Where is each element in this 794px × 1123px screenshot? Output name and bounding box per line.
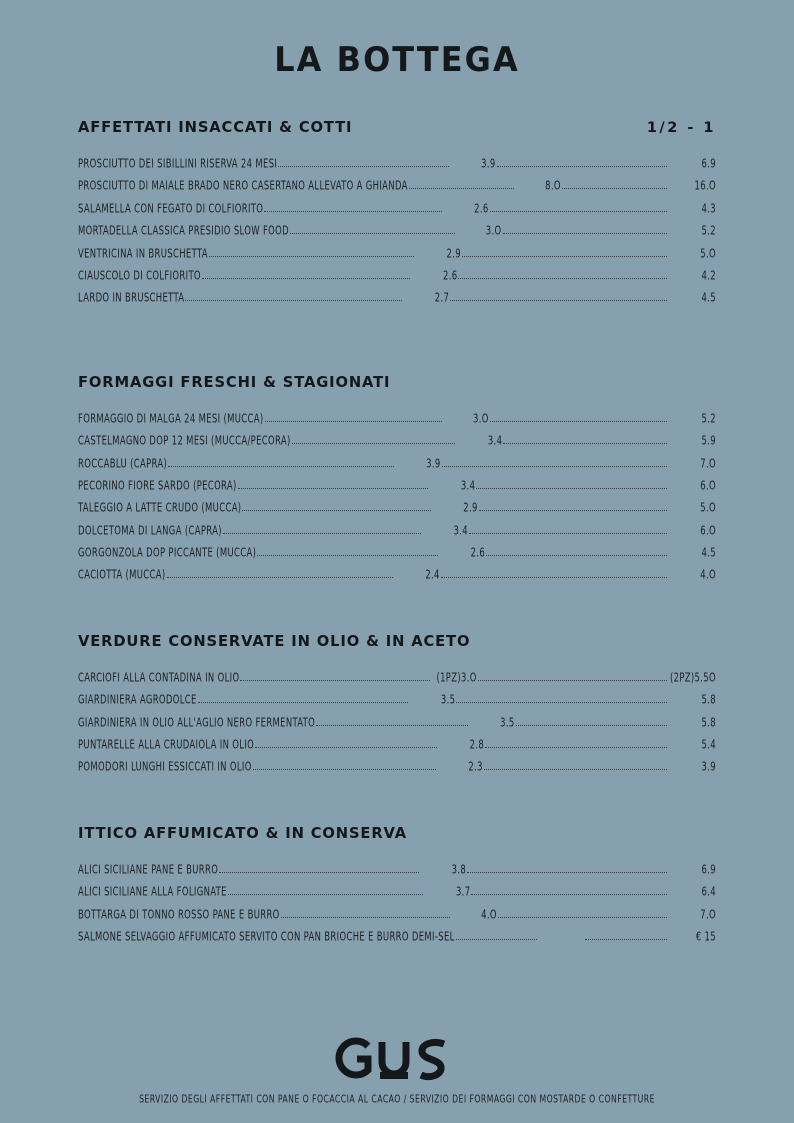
menu-item-price-full: € 15 [695, 930, 716, 945]
menu-item-name: GORGONZOLA DOP PICCANTE (MUCCA) [78, 546, 257, 561]
dot-leader [562, 187, 667, 189]
dot-leader [442, 465, 667, 467]
dot-leader [209, 255, 414, 257]
menu-item-price-half: 2.9 [463, 501, 478, 516]
menu-item-price-half: 2.8 [469, 738, 485, 753]
menu-item-price-half: (1PZ)3.O [436, 671, 477, 686]
menu-item-name: DOLCETOMA DI LANGA (CAPRA) [78, 523, 222, 539]
menu-item-price-full: 5.4 [701, 738, 716, 753]
dot-leader [198, 701, 409, 703]
dot-leader [290, 232, 455, 234]
section-spacer [78, 786, 716, 820]
menu-item-name: GIARDINIERA AGRODOLCE [78, 693, 197, 708]
dot-leader [469, 532, 667, 534]
menu-item-name: POMODORI LUNGHI ESSICCATI IN OLIO [78, 760, 252, 776]
menu-item-price-half: 2.6 [443, 269, 458, 284]
dot-leader [458, 277, 667, 279]
section-items [78, 671, 717, 786]
menu-section [78, 118, 716, 369]
menu-item-price-half: 2.3 [468, 760, 483, 776]
menu-item-price-half: 2.6 [474, 201, 489, 217]
dot-leader [441, 576, 667, 578]
page-title: LA BOTTEGA [274, 40, 520, 80]
menu-item-price-full: 5.O [700, 501, 717, 516]
dot-leader [503, 232, 668, 234]
menu-section [78, 373, 716, 628]
menu-item-price-half: 2.6 [470, 546, 486, 561]
menu-item-price-full: 7.O [700, 456, 716, 472]
dot-leader [456, 701, 667, 703]
menu-item-name: ALICI SICILIANE PANE E BURRO [78, 862, 219, 878]
section-spacer [78, 955, 716, 989]
dot-leader [238, 487, 429, 489]
section-header [78, 118, 716, 136]
menu-item-name: CARCIOFI ALLA CONTADINA IN OLIO [78, 671, 240, 686]
section-title: ITTICO AFFUMICATO & IN CONSERVA [78, 823, 408, 842]
menu-item-price-full: 5.8 [701, 715, 717, 731]
dot-leader [456, 938, 538, 940]
section-price-columns: 1/2 - 1 [646, 120, 716, 136]
dot-leader [264, 210, 441, 212]
dot-leader [467, 871, 667, 873]
menu-section [78, 632, 716, 820]
dot-leader [516, 724, 667, 726]
menu-item-price-half: 8.O [545, 179, 561, 195]
dot-leader [409, 187, 514, 189]
section-items [78, 411, 717, 594]
dot-leader [585, 938, 667, 940]
dot-leader [490, 210, 667, 212]
dot-leader [257, 554, 438, 556]
dot-leader [228, 893, 424, 895]
menu-item-price-full: 6.O [700, 523, 716, 539]
menu-item-row [78, 930, 716, 955]
dot-leader [240, 679, 429, 681]
dot-leader [292, 442, 456, 444]
menu-item-name: FORMAGGIO DI MALGA 24 MESI (MUCCA) [78, 411, 264, 427]
menu-item-name: PUNTARELLE ALLA CRUDAIOLA IN OLIO [78, 738, 255, 753]
menu-item-price-half: 3.9 [481, 157, 496, 172]
menu-item-name: SALMONE SELVAGGIO AFFUMICATO SERVITO CON PAN BRIOCHE E BURRO DEMI-SEL [78, 930, 455, 945]
dot-leader [450, 299, 667, 301]
menu-item-name: CIAUSCOLO DI COLFIORITO [78, 269, 201, 284]
menu-item-price-half: 3.4 [453, 523, 468, 539]
menu-item-name: TALEGGIO A LATTE CRUDO (MUCCA) [78, 501, 242, 516]
menu-item-name: ROCCABLU (CAPRA) [78, 456, 168, 472]
menu-item-price-full: 4.3 [701, 201, 716, 217]
dot-leader [223, 532, 421, 534]
menu-item-price-half: 3.9 [426, 456, 441, 472]
dot-leader [185, 299, 402, 301]
menu-item-price-half: 3.7 [455, 885, 471, 900]
menu-item-name: SALAMELLA CON FEGATO DI COLFIORITO [78, 201, 264, 217]
menu-item-row [78, 568, 716, 593]
menu-section [78, 824, 716, 990]
menu-item-name: PECORINO FIORE SARDO (PECORA) [78, 479, 237, 494]
menu-item-price-half: 3.5 [500, 715, 515, 731]
menu-item-price-full: 5.9 [701, 434, 716, 449]
dot-leader [471, 893, 667, 895]
menu-item-name: MORTADELLA CLASSICA PRESIDIO SLOW FOOD [78, 224, 289, 239]
menu-item-name: ALICI SICILIANE ALLA FOLIGNATE [78, 885, 227, 900]
dot-leader [281, 916, 450, 918]
menu-item-price-full: 4.5 [701, 546, 716, 561]
section-spacer [78, 594, 716, 628]
dot-leader [253, 768, 436, 770]
dot-leader [242, 509, 430, 511]
menu-item-name: PROSCIUTTO DEI SIBILLINI RISERVA 24 MESI [78, 157, 278, 172]
dot-leader [202, 277, 411, 279]
section-title: AFFETTATI INSACCATI & COTTI [78, 118, 353, 136]
section-title: VERDURE CONSERVATE IN OLIO & IN ACETO [78, 631, 471, 650]
menu-item-price-half: 2.4 [425, 568, 440, 584]
section-title: FORMAGGI FRESCHI & STAGIONATI [78, 372, 391, 391]
menu-item-name: LARDO IN BRUSCHETTA [78, 291, 185, 307]
menu-item-price-full: 4.5 [701, 291, 717, 307]
dot-leader [485, 746, 667, 748]
menu-item-price-half: 3.4 [460, 479, 476, 494]
menu-item-price-full: 5.8 [701, 693, 716, 708]
section-items [78, 157, 717, 317]
dot-leader [478, 679, 667, 681]
menu-item-price-half: 3.5 [440, 693, 456, 708]
menu-item-price-full: 6.O [700, 479, 716, 494]
section-spacer [78, 317, 716, 369]
menu-item-price-full: 4.O [700, 568, 716, 584]
section-header [78, 373, 716, 391]
section-header [78, 824, 716, 842]
page-footer [0, 1034, 794, 1105]
dot-leader [219, 871, 419, 873]
gus-logo-mark [332, 1034, 462, 1082]
dot-leader [316, 724, 467, 726]
menu-item-price-full: 4.2 [701, 269, 716, 284]
menu-item-price-half: 3.8 [451, 862, 467, 878]
dot-leader [167, 576, 393, 578]
menu-item-name: VENTRICINA IN BRUSCHETTA [78, 246, 208, 262]
menu-item-price-full: 6.4 [701, 885, 717, 900]
menu-item-row [78, 760, 717, 785]
dot-leader [255, 746, 437, 748]
menu-item-price-full: 3.9 [701, 760, 717, 776]
menu-item-price-full: 5.O [700, 246, 717, 262]
menu-item-row [78, 434, 716, 459]
dot-leader [490, 420, 667, 422]
section-items [78, 862, 717, 956]
section-header [78, 632, 716, 650]
menu-item-price-half: 4.O [481, 907, 497, 923]
menu-item-name: CASTELMAGNO DOP 12 MESI (MUCCA/PECORA) [78, 434, 291, 449]
menu-item-price-full: 5.2 [701, 411, 717, 427]
menu-item-name: GIARDINIERA IN OLIO ALL'AGLIO NERO FERMENTATO [78, 715, 316, 731]
menu-item-price-full: 16.O [694, 179, 716, 195]
menu-item-price-full: 6.9 [701, 157, 716, 172]
dot-leader [476, 487, 667, 489]
menu-item-price-full: 7.O [700, 907, 717, 923]
footer-note: SERVIZIO DEGLI AFFETTATI CON PANE O FOCACCIA AL CACAO / SERVIZIO DEI FORMAGGI CON MOSTARDE O CONFETTURE [139, 1093, 655, 1107]
menu-item-name: PROSCIUTTO DI MAIALE BRADO NERO CASERTANO ALLEVATO A GHIANDA [78, 179, 408, 195]
dot-leader [278, 165, 448, 167]
dot-leader [265, 420, 442, 422]
dot-leader [497, 165, 667, 167]
menu-item-price-half: 2.7 [434, 291, 450, 307]
dot-leader [503, 442, 667, 444]
menu-item-price-half: 3.4 [487, 434, 503, 449]
dot-leader [462, 255, 667, 257]
dot-leader [479, 509, 667, 511]
menu-item-name: CACIOTTA (MUCCA) [78, 568, 166, 584]
menu-item-price-full: (2PZ)5.5O [670, 671, 717, 686]
menu-item-row [78, 546, 716, 571]
dot-leader [484, 768, 667, 770]
menu-item-row [78, 291, 717, 316]
menu-item-name: BOTTARGA DI TONNO ROSSO PANE E BURRO [78, 907, 280, 923]
menu-sections [0, 118, 794, 989]
gus-logo [332, 1034, 462, 1080]
menu-item-price-half: 3.O [485, 224, 502, 239]
menu-item-price-full: 5.2 [701, 224, 717, 239]
dot-leader [168, 465, 393, 467]
menu-item-price-half: 3.O [473, 411, 489, 427]
dot-leader [498, 916, 667, 918]
dot-leader [486, 554, 667, 556]
menu-item-price-half: 2.9 [446, 246, 461, 262]
menu-item-price-full: 6.9 [701, 862, 716, 878]
